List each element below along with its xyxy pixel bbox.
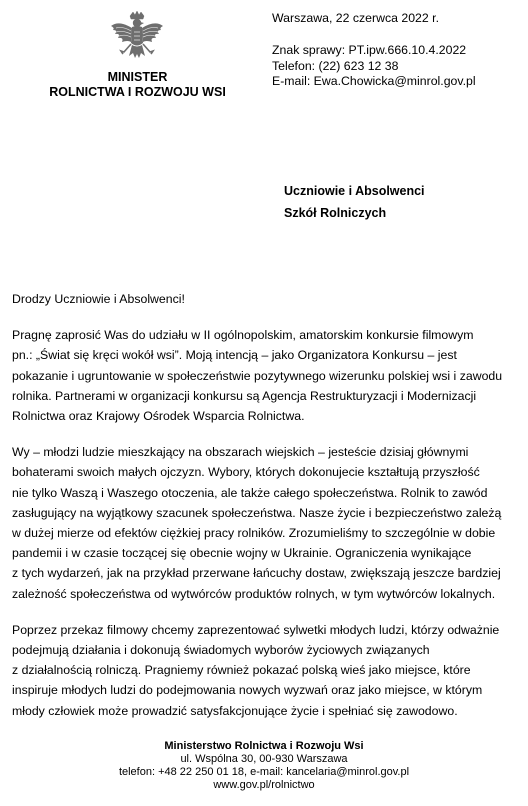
addressee: [284, 180, 425, 224]
paragraph-line: zasługujący na wyjątkowy szacunek społeczeństwa. Nasze życie i bezpieczeństwo zależą: [12, 505, 502, 520]
paragraph-line: Rolnictwa oraz Krajowy Ośrodek Wsparcia Rolnictwa.: [12, 409, 305, 424]
paragraph-3: [12, 620, 517, 721]
case-reference: Znak sprawy: PT.ipw.666.10.4.2022: [272, 43, 467, 57]
footer-contact: telefon: +48 22 250 01 18, e-mail: kancelaria@minrol.gov.pl: [118, 766, 410, 778]
reference-block: [272, 43, 476, 90]
footer-address: ul. Wspólna 30, 00-930 Warszawa: [180, 753, 348, 765]
paragraph-line: nie tylko Waszą i Waszego otoczenia, ale także całego społeczeństwa. Rolnik to zawód: [12, 485, 488, 500]
addressee-line2: Szkół Rolniczych: [284, 206, 387, 220]
footer-website: www.gov.pl/rolnictwo: [213, 779, 315, 791]
footer-ministry-name: Ministerstwo Rolnictwa i Rozwoju Wsi: [164, 740, 364, 752]
place-date: Warszawa, 22 czerwca 2022 r.: [272, 11, 439, 25]
paragraph-line: z tych wydarzeń, jak na przykład przerwane łańcuchy dostaw, zwiększają jeszcze bardziej: [12, 566, 501, 581]
email-address: E-mail: Ewa.Chowicka@minrol.gov.pl: [272, 74, 476, 88]
paragraph-line: zależność społeczeństwa od wytwórców produktów rolnych, w tym wytwórców lokalnych.: [12, 586, 496, 601]
paragraph-line: Wy – młodzi ludzie mieszkający na obszarach wiejskich – jesteście dzisiaj głównymi: [12, 445, 469, 460]
paragraph-line: w dużej mierze od efektów ciężkiej pracy rolników. Zrozumieliśmy to szczególnie w dobie: [12, 526, 496, 541]
paragraph-line: pandemii i w czasie toczącej się obecnie wojny w Ukrainie. Ograniczenia wynikające: [12, 546, 472, 561]
ministry-name: [20, 70, 255, 100]
paragraph-line: rolnika. Partnerami w organizacji konkursu są Agencja Restrukturyzacji i Modernizacji: [12, 388, 477, 403]
paragraph-line: młody człowiek może prowadzić satysfakcjonujące życie i spełniać się zawodowo.: [12, 703, 458, 718]
paragraph-line: podejmują działania i dokonują świadomych wyborów życiowych związanych: [12, 643, 430, 658]
ministry-name-line1: MINISTER: [107, 70, 168, 84]
addressee-line1: Uczniowie i Absolwenci: [284, 184, 425, 198]
paragraph-line: Poprzez przekaz filmowy chcemy zaprezentować sylwetki młodych ludzi, którzy odważnie: [12, 622, 500, 637]
paragraph-line: Pragnę zaprosić Was do udziału w II ogólnopolskim, amatorskim konkursie filmowym: [12, 328, 474, 343]
salutation: Drodzy Uczniowie i Absolwenci!: [12, 292, 185, 306]
paragraph-2: [12, 442, 517, 604]
paragraph-line: pokazanie i ugruntowanie w społeczeństwie pozytywnego wizerunku polskiej wsi i zawodu: [12, 368, 503, 383]
paragraph-1: [12, 325, 517, 426]
polish-eagle-emblem-icon: [107, 10, 167, 74]
phone-number: Telefon: (22) 623 12 38: [272, 58, 399, 73]
letter-body: [12, 289, 517, 737]
paragraph-line: z działalnością rolniczą. Pragniemy również pokazać polską wieś jako miejsce, które: [12, 663, 471, 678]
paragraph-line: inspiruje młodych ludzi do podejmowania nowych wyzwań oraz jako miejsce, w którym: [12, 683, 483, 698]
paragraph-line: pn.: „Świat się kręci wokół wsi”. Moją intencją – jako Organizatora Konkursu – jest: [12, 348, 457, 363]
ministry-name-line2: ROLNICTWA I ROZWOJU WSI: [49, 85, 226, 99]
paragraph-line: bohaterami swoich małych ojczyzn. Wybory, których dokonujecie kształtują przyszłość: [12, 465, 480, 480]
footer: [0, 740, 528, 792]
